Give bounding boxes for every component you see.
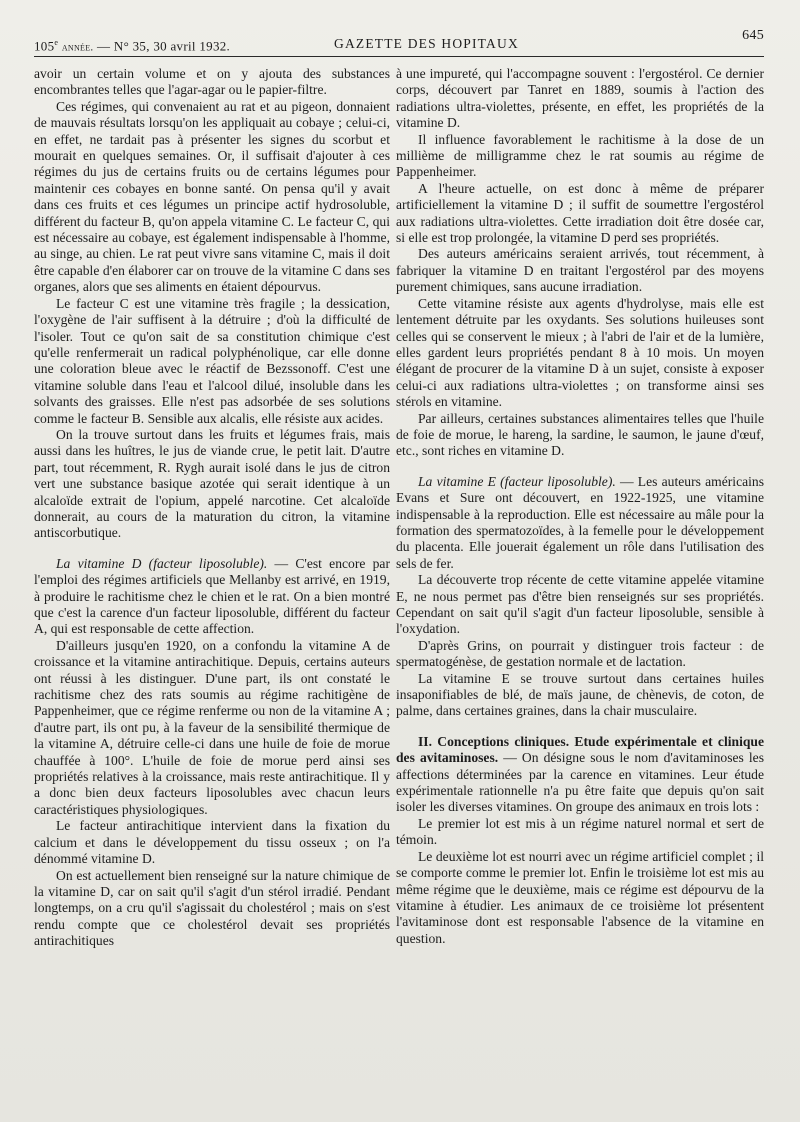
section-title: La vitamine D (facteur liposoluble). (56, 555, 268, 571)
section-vitamin-e (396, 474, 764, 572)
paragraph: La découverte trop récente de cette vitamine appelée vitamine E, ne nous permet pas d'être bien renseignés sur ses propriétés. Cependant on sait qu'il s'agit d'un facteur liposoluble, sensible à l'oxydation. (396, 572, 764, 637)
page-number: 645 (742, 28, 764, 43)
issue-info (34, 38, 230, 54)
year-ordinal: e (54, 38, 59, 47)
section-text: — C'est encore par l'emploi des régimes artificiels que Mellanby est arrivé, en 1919, à produire le rachitisme chez le chien et le rat. On a bien montré que c'est la carence d'un facteur liposoluble, différent du facteur A, qui est responsable de cette affection. (34, 555, 390, 637)
section-vitamin-d (34, 556, 390, 638)
paragraph: Ces régimes, qui convenaient au rat et au pigeon, donnaient de mauvais résultats lorsqu'on les appliquait au cobaye ; celui-ci, en effet, ne tardait pas à présenter les signes du scorbut et mourait en quelques semaines. Or, il suffisait d'ajouter à ces régimes du jus de certains fruits ou de certains légumes pour maintenir ces cobayes en bonne santé. On pensa qu'il y avait dans ces fruits et ces légumes un principe actif hydrosoluble, différent du facteur B, qu'on appela vitamine C. Le facteur C, qui est nécessaire au cobaye, est également indispensable à l'homme, au singe, au chien. Le rat peut vivre sans vitamine C, mais il doit être capable d'en élaborer car on trouve de la vitamine C dans ses organes, alors que ses aliments en étaient dépourvus. (34, 98, 390, 295)
header-rule (34, 56, 764, 57)
paragraph: On est actuellement bien renseigné sur la nature chimique de la vitamine D, car on sait qu'il s'agit d'un stérol irradié. Pendant longtemps, on a cru qu'il s'agissait du cholestérol ; mais on s'est rendu compte que ce cholestérol devait ses propriétés antirachitiques (34, 867, 390, 949)
section-title: II. Conceptions cliniques. Etude expérimentale et clinique des avitaminoses. (396, 733, 764, 766)
paragraph: Le deuxième lot est nourri avec un régime artificiel complet ; il se comporte comme le premier lot. Enfin le troisième lot est mis au même régime que le deuxième, mais ce régime est dépourvu de la vitamine à étudier. Les animaux de ce troisième lot présentent l'avitaminose dont est responsable l'absence de la vitamine en question. (396, 848, 764, 946)
paragraph: La vitamine E se trouve surtout dans certaines huiles insaponifiables de blé, de maïs jaune, de chènevis, de coton, de palme, dans certaines graines, dans la chair musculaire. (396, 670, 764, 719)
section-text: — Les auteurs américains Evans et Sure ont découvert, en 1922-1925, une vitamine indispensable à la reproduction. Elle est nécessaire au mâle pour la formation des spermatozoïdes, à la femelle pour le développement du placenta. Elle jouerait également un rôle dans l'utilisation des sels de fer. (396, 473, 764, 571)
page-header (34, 28, 764, 58)
paragraph: Il influence favorablement le rachitisme à la dose de un millième de milligramme chez le rat soumis au régime de Pappenheimer. (396, 131, 764, 180)
paragraph: Par ailleurs, certaines substances alimentaires telles que l'huile de foie de morue, le hareng, la sardine, le saumon, le jaune d'œuf, etc., sont riches en vitamine D. (396, 410, 764, 459)
right-column (396, 66, 764, 947)
paragraph: à une impureté, qui l'accompagne souvent : l'ergostérol. Ce dernier corps, découvert par Tanret en 1889, soumis à l'action des radiations ultra-violettes, présente, en effet, les propriétés de la vitamine D. (396, 66, 764, 131)
paragraph: D'ailleurs jusqu'en 1920, on a confondu la vitamine A de croissance et la vitamine antirachitique. Depuis, certains auteurs ont réussi à les distinguer. D'une part, ils ont constaté le rachitisme chez des rats soumis au régime rachitigène de Pappenheimer, que ce régime renferme ou non de la vitamine A ; d'autre part, ils ont pu, à la faveur de la sensibilité thermique de la vitamine A, détruire celle-ci dans une huile de foie de morue chauffée à 100°. L'huile de foie de morue perd ainsi ses propriétés relatives à la croissance, mais reste antirachitique. Il y a donc bien deux facteurs liposolubles avec chacun leurs caractéristiques physiologiques. (34, 637, 390, 817)
year-number: 105 (34, 38, 55, 54)
year-word: année. (61, 41, 94, 54)
section-clinical (396, 734, 764, 816)
paragraph: D'après Grins, on pourrait y distinguer trois facteur : de spermatogénèse, de gestation normale et de lactation. (396, 637, 764, 670)
journal-title: GAZETTE DES HOPITAUX (334, 36, 519, 51)
left-column (34, 66, 390, 950)
paragraph: Le premier lot est mis à un régime naturel normal et sert de témoin. (396, 815, 764, 848)
paragraph: A l'heure actuelle, on est donc à même de préparer artificiellement la vitamine D ; il suffit de soumettre l'ergostérol aux radiations ultra-violettes. Cette irradiation doit être dosée car, si elle est trop prolongée, la vitamine D perd ses propriétés. (396, 180, 764, 246)
paragraph: On la trouve surtout dans les fruits et légumes frais, mais aussi dans les huîtres, le jus de viande crue, le petit lait. D'autre part, tout récemment, R. Rygh aurait isolé dans le jus de citron vert une substance basique azotée qui serait identique à un alcaloïde extrait de l'opium, appelé narcotine. Cet alcaloïde donnerait, au cours de la maturation du citron, la vitamine antiscorbutique. (34, 426, 390, 541)
paragraph: Le facteur antirachitique intervient dans la fixation du calcium et dans le développement du tissu osseux ; on l'a dénommé vitamine D. (34, 818, 390, 867)
issue-date: — N° 35, 30 avril 1932. (97, 38, 231, 54)
section-text: — On désigne sous le nom d'avitaminoses les affections déterminées par la carence en vitamines. Leur étude expérimentale rationnelle n'a pu être faite que depuis qu'on sait isoler les diverses vitamines. On groupe des animaux en trois lots : (396, 750, 764, 815)
paragraph: Des auteurs américains seraient arrivés, tout récemment, à fabriquer la vitamine D en traitant l'ergostérol par des moyens purement chimiques, sans aucune irradiation. (396, 246, 764, 295)
paragraph: Le facteur C est une vitamine très fragile ; la dessication, l'oxygène de l'air suffisent à la détruire ; d'où la difficulté de l'isoler. Tout ce qu'on sait de sa constitution chimique c'est qu'elle renfermerait un radical polyphénolique, car elle donne une coloration bleue avec le réactif de Bezssonoff. C'est une vitamine soluble dans l'eau et l'alcool dilué, insoluble dans les solvants des graisses. Elle n'est pas adsorbée de ses solutions comme le facteur B. Sensible aux alcalis, elle résiste aux acides. (34, 295, 390, 426)
paragraph: avoir un certain volume et on y ajouta des substances encombrantes telles que l'agar-agar ou le papier-filtre. (34, 66, 390, 98)
section-title: La vitamine E (facteur liposoluble). (418, 473, 616, 489)
paragraph: Cette vitamine résiste aux agents d'hydrolyse, mais elle est lentement détruite par les oxydants. Ses solutions huileuses sont celles qui se conservent le mieux ; à l'abri de l'air et de la lumière, elles gardent leurs propriétés pendant 8 à 10 mois. Un moyen élégant de procurer de la vitamine D à un sujet, consiste à exposer celui-ci aux radiations ultra-violettes ; on transforme ainsi ses stérols en vitamine. (396, 295, 764, 410)
